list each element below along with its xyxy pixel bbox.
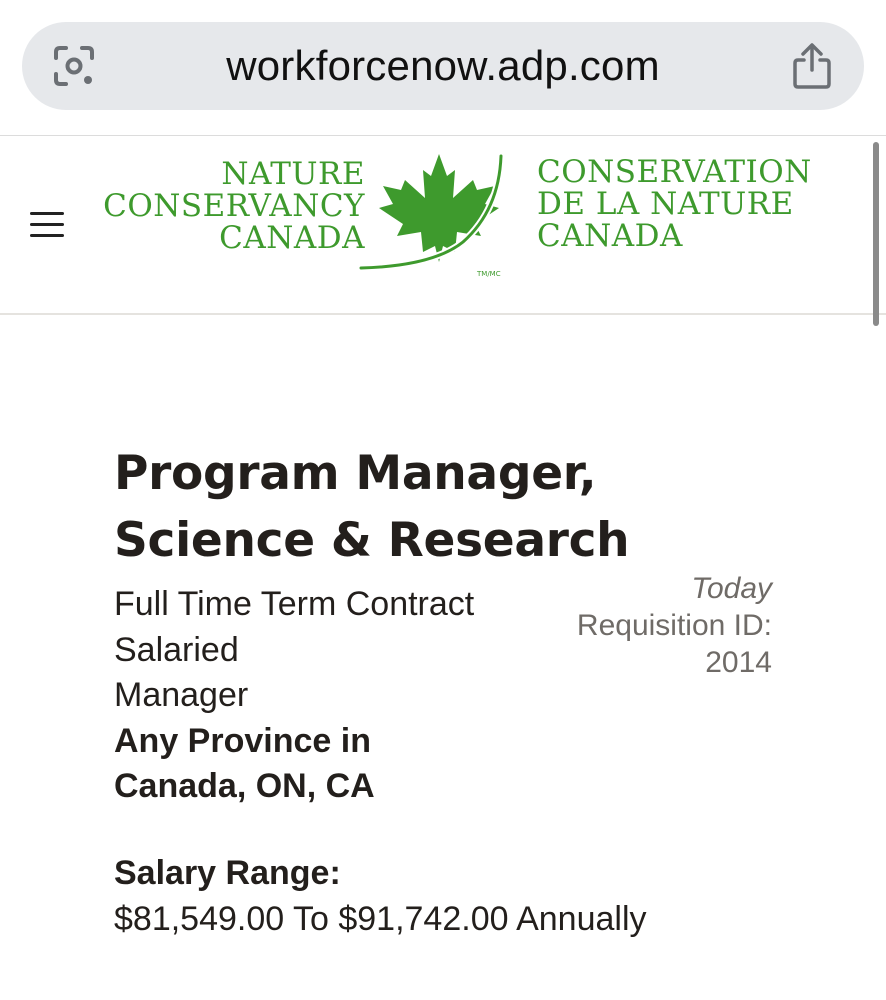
salary-value: $81,549.00 To $91,742.00 Annually: [114, 899, 647, 938]
organization-logo[interactable]: [103, 150, 812, 285]
job-location-line1: Any Province in: [114, 721, 371, 760]
salary-label: Salary Range:: [114, 853, 341, 892]
logo-french-text: CONSERVATION DE LA NATURE CANADA: [537, 154, 812, 254]
trademark-mark: TM/MC: [477, 270, 501, 278]
job-title: Program Manager, Science & Research: [114, 446, 630, 568]
job-level: Manager: [114, 676, 249, 714]
browser-toolbar: [0, 0, 886, 136]
job-posting: [114, 440, 794, 942]
maple-leaf-icon: [353, 150, 523, 282]
employment-type: Full Time Term Contract: [114, 585, 475, 623]
posted-date: Today: [691, 572, 772, 605]
job-details: [114, 572, 794, 810]
logo-english-text: NATURE CONSERVANCY CANADA: [103, 156, 365, 256]
pay-type: Salaried: [114, 630, 239, 669]
requisition-id: 2014: [705, 646, 772, 679]
job-location-line2: Canada, ON, CA: [114, 767, 375, 805]
job-meta: [577, 570, 772, 681]
salary-range: [114, 850, 794, 942]
requisition-label: Requisition ID:: [576, 609, 772, 642]
menu-icon[interactable]: [30, 212, 66, 240]
scrollbar[interactable]: [873, 142, 879, 326]
address-bar[interactable]: [22, 22, 864, 110]
url-text[interactable]: workforcenow.adp.com: [226, 42, 660, 89]
share-icon[interactable]: [790, 42, 834, 90]
